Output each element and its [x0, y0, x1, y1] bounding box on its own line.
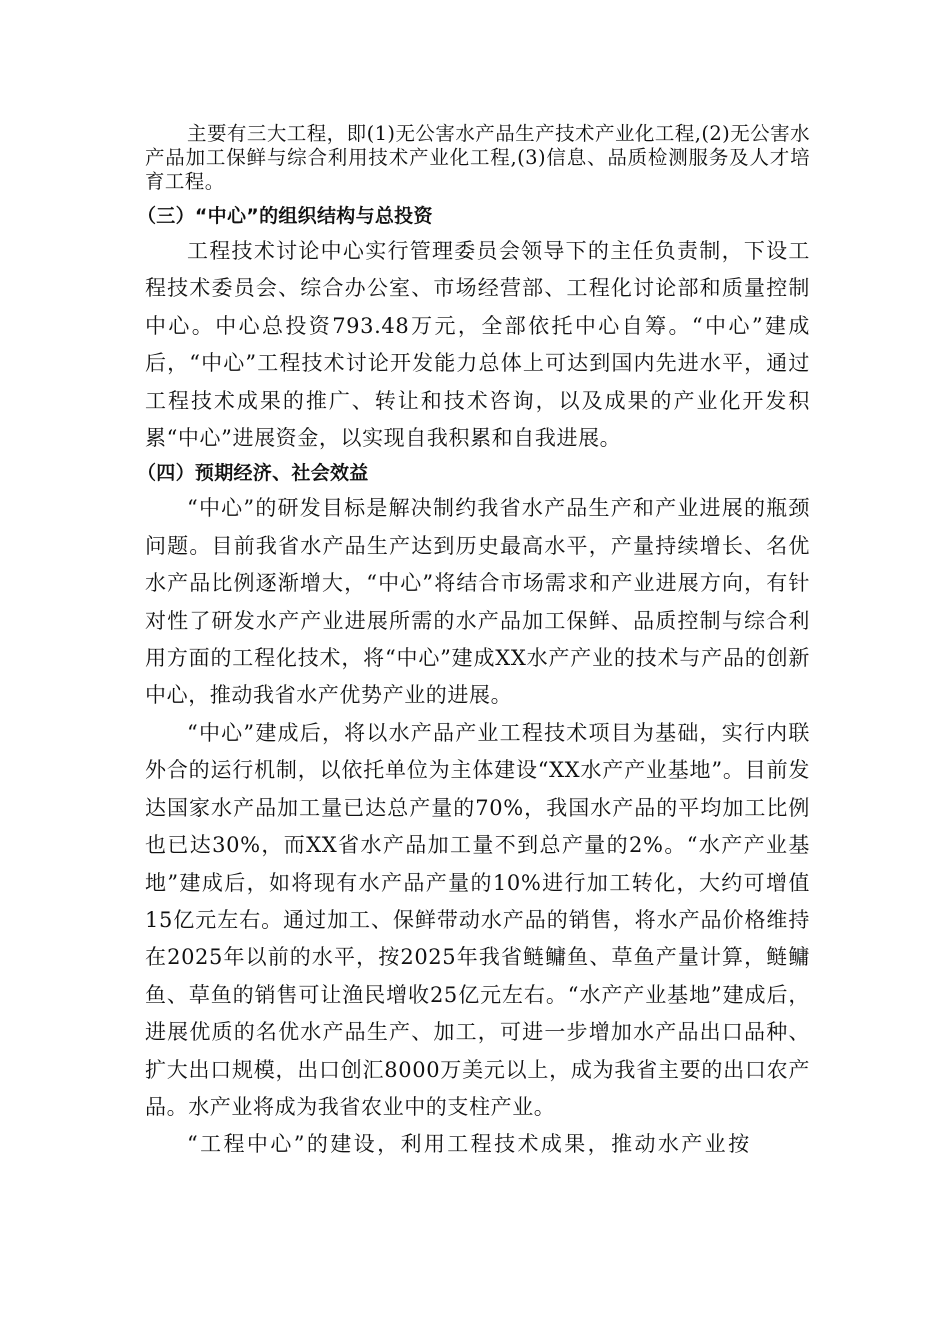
section-heading-organization: （三）“中心”的组织结构与总投资 [137, 205, 433, 227]
paragraph-industry-base: “中心”建成后，将以水产品产业工程技术项目为基础，实行内联外合的运行机制，以依托单位为主体建设“XX水产产业基地”。目前发达国家水产品加工量已达总产量的70%，我国水产品的平均加工比例也已达30%，而XX省水产品加工量不到总产量的2%。“水产产业基地”建成后，如将现有水产品产量的10%进行加工转化，大约可增值15亿元左右。通过加工、保鲜带动水产品的销售，将水产品价格维持在2025年以前的水平，按2025年我省鲢鳙鱼、草鱼产量计算，鲢鳙鱼、草鱼的销售可让渔民增收25亿元左右。“水产产业基地”建成后，进展优质的名优水产品生产、加工，可进一步增加水产品出口品种、扩大出口规模，出口创汇8000万美元以上，成为我省主要的出口农产品。水产业将成为我省农业中的支柱产业。 [145, 720, 810, 1119]
paragraph-engineering-center: “工程中心”的建设，利用工程技术成果，推动水产业按 [187, 1132, 752, 1157]
paragraph-organization: 工程技术讨论中心实行管理委员会领导下的主任负责制，下设工程技术委员会、综合办公室、市场经营部、工程化讨论部和质量控制中心。中心总投资793.48万元，全部依托中心自筹。“中心”建成后，“中心”工程技术讨论开发能力总体上可达到国内先进水平，通过工程技术成果的推广、转让和技术咨询，以及成果的产业化开发积累“中心”进展资金，以实现自我积累和自我进展。 [145, 239, 810, 451]
document-body [137, 122, 810, 1164]
section-heading-benefits: （四）预期经济、社会效益 [137, 462, 369, 485]
paragraph-three-projects: 主要有三大工程，即(1)无公害水产品生产技术产业化工程,(2)无公害水产品加工保鲜与综合利用技术产业化工程,(3)信息、品质检测服务及人才培育工程。 [145, 122, 810, 193]
paragraph-research-goal: “中心”的研发目标是解决制约我省水产品生产和产业进展的瓶颈问题。目前我省水产品生产达到历史最高水平，产量持续增长、名优水产品比例逐渐增大，“中心”将结合市场需求和产业进展方向，有针对性了研发水产产业进展所需的水产品加工保鲜、品质控制与综合利用方面的工程化技术，将“中心”建成XX水产产业的技术与产品的创新中心，推动我省水产优势产业的进展。 [145, 496, 810, 708]
